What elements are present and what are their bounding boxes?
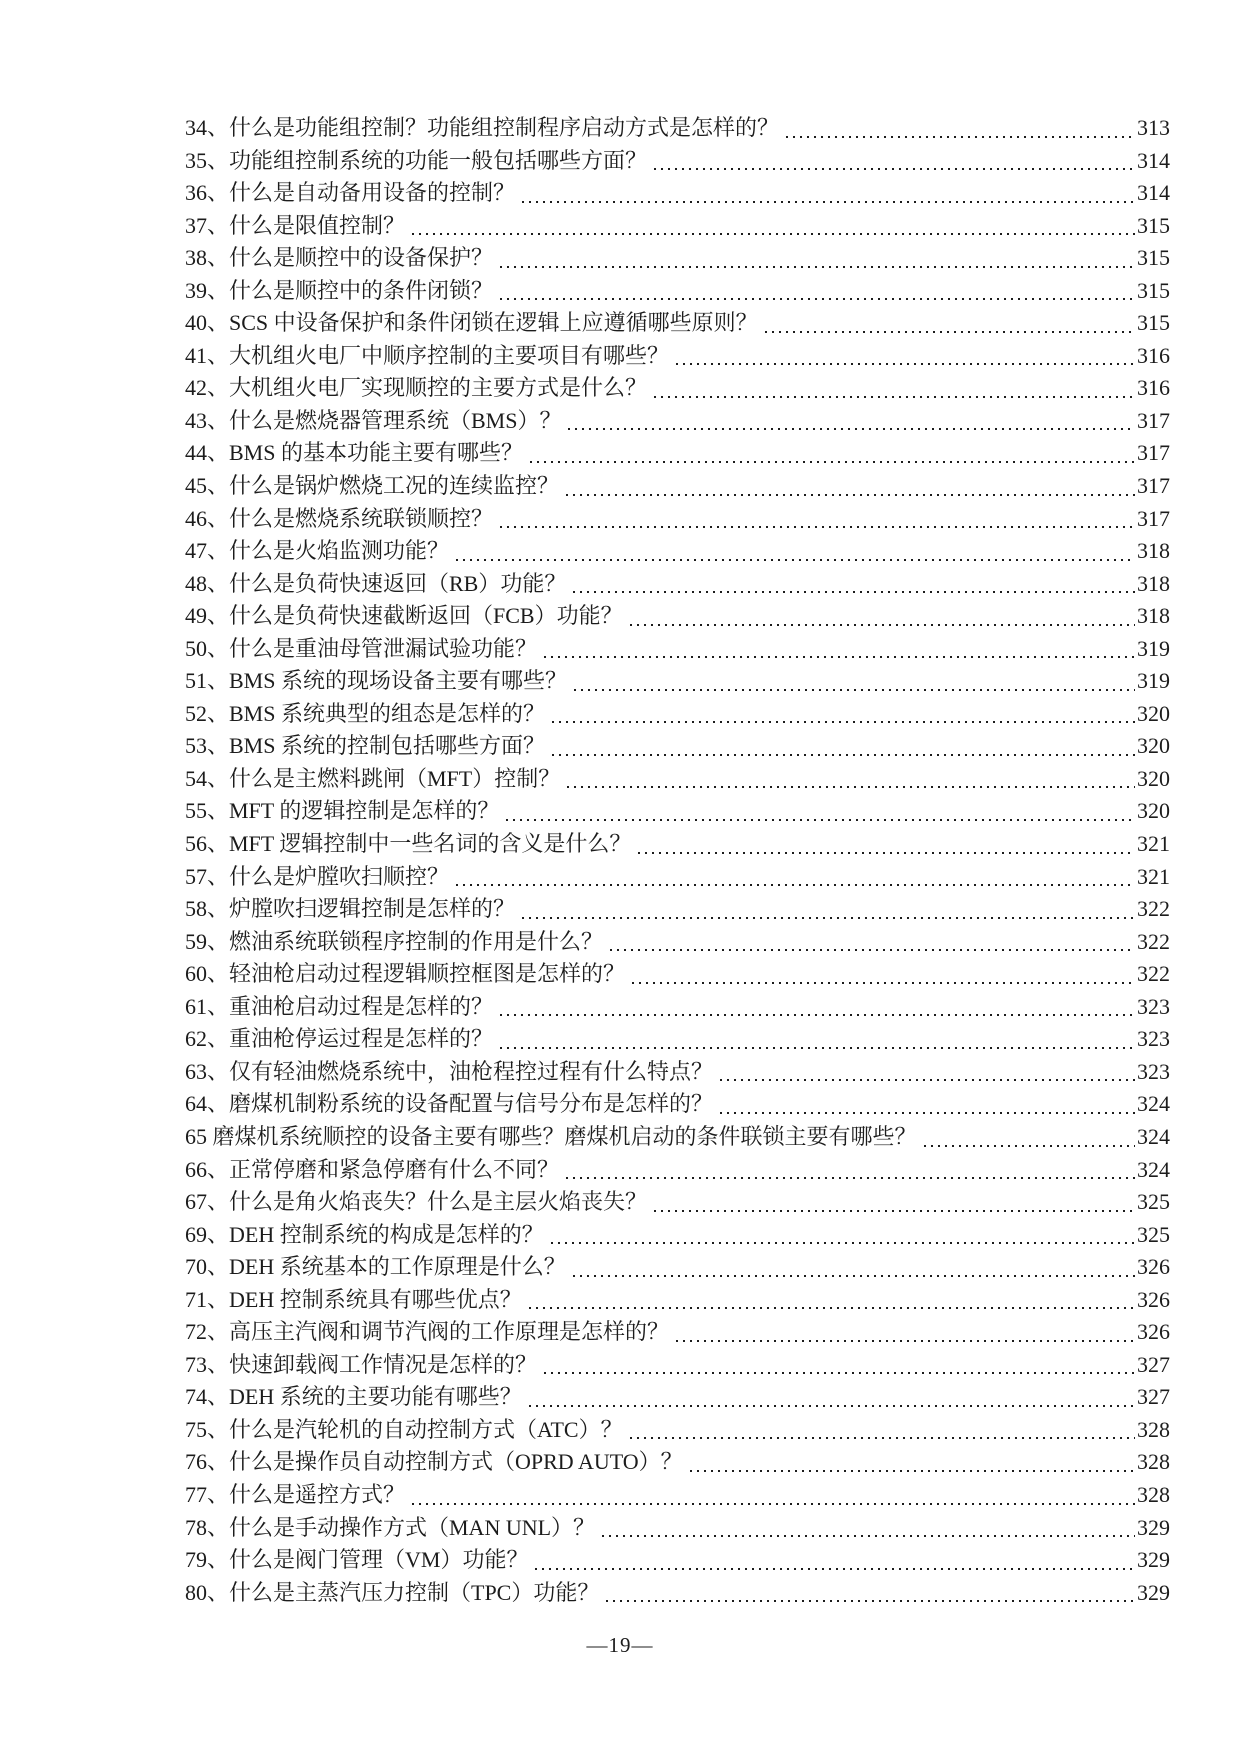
toc-entry-page: 315 — [1137, 310, 1170, 336]
toc-row[interactable] — [185, 893, 1170, 926]
toc-row[interactable] — [185, 470, 1170, 503]
toc-entry-page: 316 — [1137, 342, 1170, 368]
toc-entry-label: 80、什么是主蒸汽压力控制（TPC）功能？ — [185, 1579, 600, 1605]
toc-entry-label: 77、什么是遥控方式？ — [185, 1481, 406, 1507]
toc-entry-page: 322 — [1137, 928, 1170, 954]
toc-row[interactable] — [185, 600, 1170, 633]
page-footer-number: —19— — [586, 1633, 654, 1657]
toc-row[interactable] — [185, 242, 1170, 275]
toc-entry-label: 66、正常停磨和紧急停磨有什么不同？ — [185, 1156, 560, 1182]
toc-entry-label: 52、BMS 系统典型的组态是怎样的？ — [185, 700, 545, 726]
toc-row[interactable] — [185, 210, 1170, 243]
toc-row[interactable] — [185, 763, 1170, 796]
toc-entry-page: 318 — [1137, 603, 1170, 629]
dot-leader — [654, 145, 1135, 178]
dot-leader — [606, 1577, 1135, 1610]
dot-leader — [500, 991, 1135, 1024]
toc-entry-page: 314 — [1137, 147, 1170, 173]
dot-leader — [566, 1154, 1135, 1187]
toc-entry-page: 315 — [1137, 212, 1170, 238]
toc-entry-label: 70、DEH 系统基本的工作原理是什么？ — [185, 1254, 566, 1280]
toc-row[interactable] — [185, 926, 1170, 959]
toc-row[interactable] — [185, 1544, 1170, 1577]
toc-row[interactable] — [185, 958, 1170, 991]
toc-entry-page: 326 — [1137, 1319, 1170, 1345]
dot-leader — [602, 1512, 1135, 1545]
dot-leader — [568, 405, 1135, 438]
toc-entry-label: 54、什么是主燃料跳闸（MFT）控制？ — [185, 765, 561, 791]
dot-leader — [506, 795, 1135, 828]
toc-entry-page: 324 — [1137, 1156, 1170, 1182]
dot-leader — [522, 177, 1135, 210]
toc-entry-page: 317 — [1137, 473, 1170, 499]
toc-row[interactable] — [185, 568, 1170, 601]
toc-entry-page: 319 — [1137, 668, 1170, 694]
toc-entry-label: 35、功能组控制系统的功能一般包括哪些方面？ — [185, 147, 648, 173]
toc-row[interactable] — [185, 828, 1170, 861]
toc-entry-page: 320 — [1137, 700, 1170, 726]
toc-row[interactable] — [185, 1381, 1170, 1414]
dot-leader — [552, 698, 1135, 731]
toc-entry-page: 324 — [1137, 1091, 1170, 1117]
dot-leader — [412, 1479, 1135, 1512]
toc-row[interactable] — [185, 698, 1170, 731]
toc-entry-label: 65 磨煤机系统顺控的设备主要有哪些？磨煤机启动的条件联锁主要有哪些？ — [185, 1123, 917, 1149]
toc-entry-page: 317 — [1137, 407, 1170, 433]
dot-leader — [567, 763, 1135, 796]
toc-entry-page: 326 — [1137, 1286, 1170, 1312]
toc-row[interactable] — [185, 177, 1170, 210]
toc-entry-page: 326 — [1137, 1254, 1170, 1280]
toc-entry-page: 318 — [1137, 538, 1170, 564]
dot-leader — [632, 958, 1135, 991]
toc-entry-page: 319 — [1137, 635, 1170, 661]
toc-entry-page: 323 — [1137, 1026, 1170, 1052]
table-of-contents — [185, 112, 1170, 1609]
toc-entry-label: 50、什么是重油母管泄漏试验功能？ — [185, 635, 538, 661]
dot-leader — [566, 470, 1135, 503]
toc-entry-page: 328 — [1137, 1481, 1170, 1507]
toc-entry-label: 48、什么是负荷快速返回（RB）功能？ — [185, 570, 567, 596]
toc-row[interactable] — [185, 1121, 1170, 1154]
toc-row[interactable] — [185, 307, 1170, 340]
toc-entry-page: 320 — [1137, 765, 1170, 791]
toc-row[interactable] — [185, 1479, 1170, 1512]
toc-entry-page: 325 — [1137, 1189, 1170, 1215]
dot-leader — [690, 1446, 1135, 1479]
dot-leader — [500, 242, 1135, 275]
toc-entry-label: 76、什么是操作员自动控制方式（OPRD AUTO）？ — [185, 1449, 683, 1475]
toc-entry-label: 43、什么是燃烧器管理系统（BMS）？ — [185, 407, 562, 433]
toc-row[interactable] — [185, 340, 1170, 373]
dot-leader — [456, 535, 1135, 568]
toc-entry-page: 314 — [1137, 180, 1170, 206]
dot-leader — [544, 1349, 1135, 1382]
dot-leader — [720, 1088, 1135, 1121]
toc-entry-page: 323 — [1137, 1058, 1170, 1084]
toc-entry-label: 47、什么是火焰监测功能？ — [185, 538, 450, 564]
dot-leader — [500, 275, 1135, 308]
toc-entry-label: 64、磨煤机制粉系统的设备配置与信号分布是怎样的？ — [185, 1091, 714, 1117]
toc-entry-label: 56、MFT 逻辑控制中一些名词的含义是什么？ — [185, 831, 632, 857]
toc-entry-label: 62、重油枪停运过程是怎样的？ — [185, 1026, 494, 1052]
toc-entry-page: 329 — [1137, 1547, 1170, 1573]
dot-leader — [786, 112, 1135, 145]
toc-row[interactable] — [185, 503, 1170, 536]
toc-row[interactable] — [185, 1414, 1170, 1447]
toc-entry-page: 317 — [1137, 505, 1170, 531]
toc-entry-page: 316 — [1137, 375, 1170, 401]
toc-entry-label: 57、什么是炉膛吹扫顺控？ — [185, 863, 450, 889]
toc-entry-label: 58、炉膛吹扫逻辑控制是怎样的？ — [185, 896, 516, 922]
toc-row[interactable] — [185, 730, 1170, 763]
toc-entry-label: 67、什么是角火焰丧失？什么是主层火焰丧失？ — [185, 1189, 648, 1215]
dot-leader — [500, 1023, 1135, 1056]
toc-row[interactable] — [185, 861, 1170, 894]
toc-entry-page: 320 — [1137, 798, 1170, 824]
toc-row[interactable] — [185, 991, 1170, 1024]
dot-leader — [610, 926, 1135, 959]
toc-entry-label: 59、燃油系统联锁程序控制的作用是什么？ — [185, 928, 604, 954]
toc-entry-label: 49、什么是负荷快速截断返回（FCB）功能？ — [185, 603, 623, 629]
toc-entry-label: 39、什么是顺控中的条件闭锁？ — [185, 277, 494, 303]
dot-leader — [412, 210, 1135, 243]
toc-row[interactable] — [185, 1154, 1170, 1187]
toc-entry-page: 322 — [1137, 961, 1170, 987]
toc-row[interactable] — [185, 1349, 1170, 1382]
dot-leader — [456, 861, 1135, 894]
toc-entry-page: 321 — [1137, 831, 1170, 857]
dot-leader — [573, 1251, 1135, 1284]
dot-leader — [720, 1056, 1135, 1089]
toc-entry-page: 329 — [1137, 1514, 1170, 1540]
toc-row[interactable] — [185, 1446, 1170, 1479]
toc-row[interactable] — [185, 1023, 1170, 1056]
toc-entry-label: 72、高压主汽阀和调节汽阀的工作原理是怎样的？ — [185, 1319, 670, 1345]
toc-row[interactable] — [185, 112, 1170, 145]
toc-entry-label: 73、快速卸载阀工作情况是怎样的？ — [185, 1351, 538, 1377]
toc-row[interactable] — [185, 405, 1170, 438]
toc-entry-label: 78、什么是手动操作方式（MAN UNL）？ — [185, 1514, 596, 1540]
toc-entry-label: 60、轻油枪启动过程逻辑顺控框图是怎样的？ — [185, 961, 626, 987]
toc-row[interactable] — [185, 1284, 1170, 1317]
toc-row[interactable] — [185, 1251, 1170, 1284]
toc-entry-label: 75、什么是汽轮机的自动控制方式（ATC）？ — [185, 1416, 623, 1442]
toc-entry-page: 313 — [1137, 115, 1170, 140]
toc-entry-page: 315 — [1137, 245, 1170, 271]
toc-row[interactable] — [185, 1219, 1170, 1252]
dot-leader — [544, 633, 1135, 666]
toc-row[interactable] — [185, 145, 1170, 178]
toc-entry-label: 38、什么是顺控中的设备保护？ — [185, 245, 494, 271]
toc-entry-page: 318 — [1137, 570, 1170, 596]
dot-leader — [654, 1186, 1135, 1219]
dot-leader — [765, 307, 1135, 340]
dot-leader — [654, 372, 1135, 405]
dot-leader — [574, 665, 1135, 698]
toc-entry-page: 327 — [1137, 1384, 1170, 1410]
toc-entry-page: 325 — [1137, 1221, 1170, 1247]
dot-leader — [552, 730, 1135, 763]
toc-entry-label: 36、什么是自动备用设备的控制？ — [185, 180, 516, 206]
toc-entry-label: 69、DEH 控制系统的构成是怎样的？ — [185, 1221, 544, 1247]
dot-leader — [924, 1121, 1135, 1154]
toc-entry-page: 327 — [1137, 1351, 1170, 1377]
toc-entry-page: 328 — [1137, 1449, 1170, 1475]
toc-entry-page: 328 — [1137, 1416, 1170, 1442]
toc-entry-label: 42、大机组火电厂实现顺控的主要方式是什么？ — [185, 375, 648, 401]
dot-leader — [529, 1284, 1135, 1317]
toc-entry-label: 44、BMS 的基本功能主要有哪些？ — [185, 440, 523, 466]
toc-entry-page: 320 — [1137, 733, 1170, 759]
toc-row[interactable] — [185, 1512, 1170, 1545]
toc-row[interactable] — [185, 535, 1170, 568]
toc-entry-label: 53、BMS 系统的控制包括哪些方面？ — [185, 733, 545, 759]
toc-entry-label: 63、仅有轻油燃烧系统中，油枪程控过程有什么特点？ — [185, 1058, 714, 1084]
toc-row[interactable] — [185, 1186, 1170, 1219]
toc-entry-page: 322 — [1137, 896, 1170, 922]
toc-entry-label: 61、重油枪启动过程是怎样的？ — [185, 993, 494, 1019]
toc-row[interactable] — [185, 1056, 1170, 1089]
toc-entry-label: 55、MFT 的逻辑控制是怎样的？ — [185, 798, 500, 824]
toc-entry-page: 317 — [1137, 440, 1170, 466]
toc-entry-page: 323 — [1137, 993, 1170, 1019]
toc-row[interactable] — [185, 665, 1170, 698]
toc-entry-label: 74、DEH 系统的主要功能有哪些？ — [185, 1384, 522, 1410]
toc-row[interactable] — [185, 633, 1170, 666]
dot-leader — [535, 1544, 1135, 1577]
toc-entry-page: 321 — [1137, 863, 1170, 889]
dot-leader — [573, 568, 1135, 601]
dot-leader — [630, 600, 1135, 633]
toc-entry-label: 71、DEH 控制系统具有哪些优点？ — [185, 1286, 522, 1312]
toc-entry-page: 315 — [1137, 277, 1170, 303]
dot-leader — [630, 1414, 1135, 1447]
toc-entry-label: 37、什么是限值控制？ — [185, 212, 406, 238]
dot-leader — [522, 893, 1135, 926]
dot-leader — [500, 503, 1135, 536]
toc-row[interactable] — [185, 1577, 1170, 1610]
dot-leader — [638, 828, 1135, 861]
toc-entry-label: 79、什么是阀门管理（VM）功能？ — [185, 1547, 529, 1573]
dot-leader — [551, 1219, 1135, 1252]
toc-row[interactable] — [185, 275, 1170, 308]
toc-entry-label: 46、什么是燃烧系统联锁顺控？ — [185, 505, 494, 531]
toc-entry-page: 324 — [1137, 1123, 1170, 1149]
toc-entry-label: 51、BMS 系统的现场设备主要有哪些？ — [185, 668, 567, 694]
dot-leader — [530, 437, 1135, 470]
toc-entry-page: 329 — [1137, 1579, 1170, 1605]
dot-leader — [676, 340, 1135, 373]
toc-row[interactable] — [185, 795, 1170, 828]
toc-entry-label: 41、大机组火电厂中顺序控制的主要项目有哪些？ — [185, 342, 670, 368]
toc-entry-label: 34、什么是功能组控制？功能组控制程序启动方式是怎样的？ — [185, 115, 780, 140]
toc-row[interactable] — [185, 437, 1170, 470]
toc-row[interactable] — [185, 1316, 1170, 1349]
dot-leader — [529, 1381, 1135, 1414]
toc-entry-label: 45、什么是锅炉燃烧工况的连续监控？ — [185, 473, 560, 499]
toc-entry-label: 40、SCS 中设备保护和条件闭锁在逻辑上应遵循哪些原则？ — [185, 310, 758, 336]
toc-row[interactable] — [185, 372, 1170, 405]
toc-row[interactable] — [185, 1088, 1170, 1121]
dot-leader — [676, 1316, 1135, 1349]
